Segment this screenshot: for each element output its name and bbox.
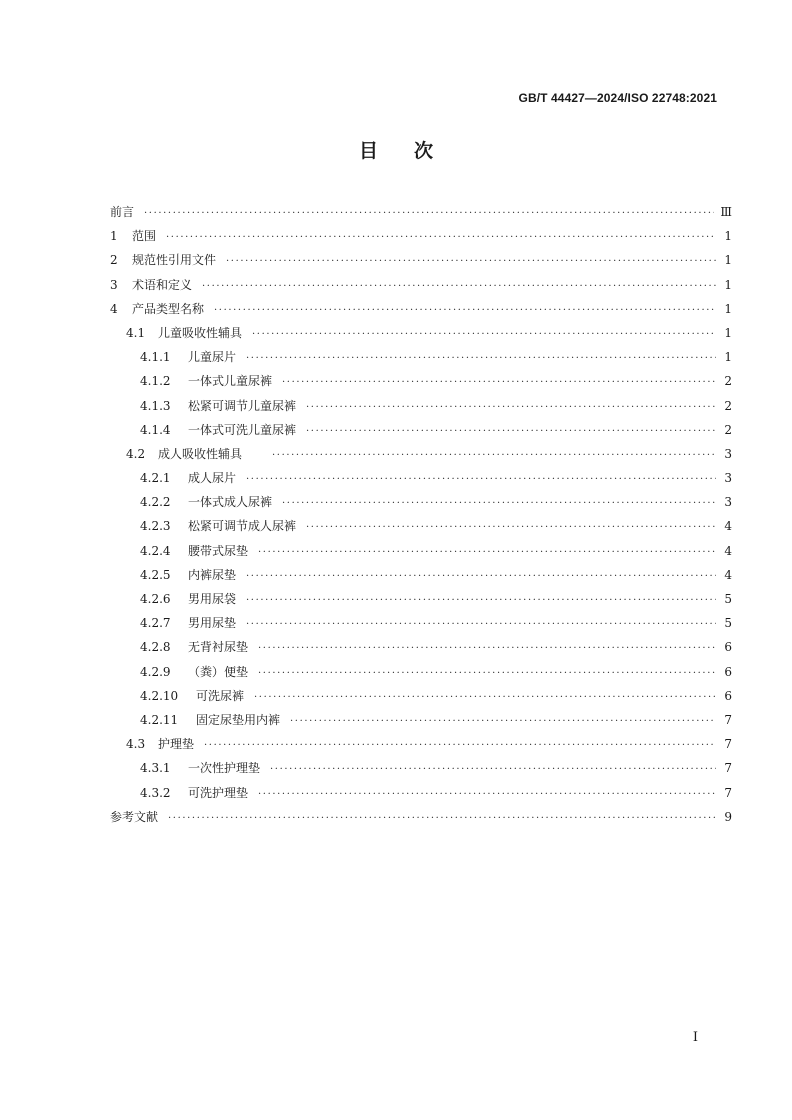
leader-dots bbox=[258, 637, 716, 661]
toc-entry[interactable] bbox=[110, 611, 732, 635]
toc-entry-page: 2 bbox=[724, 398, 732, 413]
toc-entry-number: 4.1.2 bbox=[140, 374, 171, 389]
leader-dots bbox=[306, 396, 716, 420]
toc-entry-number: 4.2.11 bbox=[140, 712, 179, 727]
toc-entry-page: 4 bbox=[724, 519, 732, 534]
toc-entry-label: （粪）便垫 bbox=[188, 664, 249, 679]
leader-dots bbox=[246, 589, 716, 613]
toc-entry-label: 术语和定义 bbox=[132, 277, 193, 292]
toc-entry-number: 4.1 bbox=[126, 325, 146, 340]
leader-dots bbox=[258, 662, 716, 686]
toc-entry-label: 成人吸收性辅具 bbox=[158, 446, 243, 461]
leader-dots bbox=[306, 516, 716, 540]
toc-entry[interactable] bbox=[110, 369, 732, 393]
toc-entry-label: 男用尿袋 bbox=[188, 592, 237, 606]
toc-entry-number: 4.1.4 bbox=[140, 422, 171, 437]
leader-dots bbox=[202, 275, 716, 299]
toc-entry-page: 2 bbox=[724, 374, 732, 389]
toc-entry-page: 3 bbox=[724, 495, 732, 510]
toc-entry-number: 4.2.2 bbox=[140, 495, 171, 510]
toc-entry[interactable] bbox=[110, 321, 732, 345]
leader-dots bbox=[252, 323, 716, 347]
toc-entry-number: 4.2.5 bbox=[140, 567, 171, 582]
toc-entry[interactable] bbox=[110, 442, 732, 466]
toc-entry-page: 3 bbox=[724, 471, 732, 486]
toc-entry-label: 无背衬尿垫 bbox=[188, 640, 249, 655]
leader-dots bbox=[306, 420, 716, 444]
toc-entry-number: 4.1.1 bbox=[140, 350, 171, 365]
toc-entry-number: 4.3 bbox=[126, 737, 146, 752]
toc-entry[interactable] bbox=[110, 248, 732, 272]
page-number: I bbox=[692, 1030, 698, 1045]
toc-entry-page: 1 bbox=[724, 325, 732, 340]
toc-entry-label: 产品类型名称 bbox=[132, 301, 205, 316]
toc-entry-label: 一体式儿童尿裤 bbox=[188, 374, 273, 389]
toc-entry-label: 一次性护理垫 bbox=[188, 761, 261, 776]
toc-entry[interactable] bbox=[110, 297, 732, 321]
toc-entry[interactable] bbox=[110, 514, 732, 538]
toc-entry-page: 7 bbox=[724, 785, 732, 800]
leader-dots bbox=[254, 686, 716, 710]
leader-dots bbox=[290, 710, 716, 734]
toc-entry[interactable] bbox=[110, 781, 732, 805]
toc-entry-number: 4.2.1 bbox=[140, 471, 171, 486]
toc-entry-label: 内裤尿垫 bbox=[188, 567, 237, 582]
toc-entry-label: 范围 bbox=[132, 229, 157, 244]
toc-entry[interactable] bbox=[110, 587, 732, 611]
leader-dots bbox=[272, 444, 716, 468]
leader-dots bbox=[246, 347, 716, 371]
toc-entry[interactable] bbox=[110, 466, 732, 490]
leader-dots bbox=[144, 202, 714, 226]
toc-entry-page: 1 bbox=[724, 253, 732, 268]
toc-entry-page: 7 bbox=[724, 737, 732, 752]
leader-dots bbox=[246, 468, 716, 492]
toc-entry-page: 6 bbox=[724, 688, 732, 703]
leader-dots bbox=[168, 807, 716, 831]
toc-title-char-1: 目 bbox=[358, 140, 378, 162]
toc-title bbox=[0, 136, 792, 163]
toc-entry-number: 4.2 bbox=[126, 446, 146, 461]
toc-entry-page: Ⅲ bbox=[720, 205, 732, 219]
toc-entry[interactable] bbox=[110, 539, 732, 563]
toc-entry[interactable] bbox=[110, 635, 732, 659]
toc-entry-label: 松紧可调节成人尿裤 bbox=[188, 519, 297, 534]
toc-entry-page: 1 bbox=[724, 301, 732, 316]
toc-entry-bibliography[interactable] bbox=[110, 805, 732, 829]
toc-entry-label: 一体式成人尿裤 bbox=[188, 495, 273, 510]
toc-entry-number: 3 bbox=[110, 277, 118, 292]
toc-title-char-2: 次 bbox=[414, 140, 434, 162]
toc-entry[interactable] bbox=[110, 224, 732, 248]
leader-dots bbox=[282, 492, 716, 516]
leader-dots bbox=[246, 613, 716, 637]
toc-entry-page: 1 bbox=[724, 350, 732, 365]
toc-entry-number: 4.2.6 bbox=[140, 592, 171, 606]
toc-entry-number: 4.1.3 bbox=[140, 398, 171, 413]
toc-entry-label: 可洗尿裤 bbox=[196, 688, 245, 703]
toc-entry-label: 规范性引用文件 bbox=[132, 253, 217, 268]
toc-entry[interactable] bbox=[110, 708, 732, 732]
leader-dots bbox=[258, 783, 716, 807]
toc-entry-label: 固定尿垫用内裤 bbox=[196, 712, 281, 727]
toc-entry[interactable] bbox=[110, 563, 732, 587]
toc-entry-label: 前言 bbox=[110, 205, 135, 219]
toc-entry-page: 4 bbox=[724, 567, 732, 582]
leader-dots bbox=[226, 250, 716, 274]
leader-dots bbox=[246, 565, 716, 589]
toc-entry-label: 一体式可洗儿童尿裤 bbox=[188, 422, 297, 437]
toc-entry[interactable] bbox=[110, 273, 732, 297]
toc-entry-number: 4 bbox=[110, 301, 118, 316]
toc-entry-label: 儿童尿片 bbox=[188, 350, 237, 365]
toc-entry-page: 6 bbox=[724, 664, 732, 679]
toc-entry[interactable] bbox=[110, 490, 732, 514]
leader-dots bbox=[282, 371, 716, 395]
toc-entry-page: 5 bbox=[724, 592, 732, 606]
leader-dots bbox=[258, 541, 716, 565]
toc-entry-number: 4.2.10 bbox=[140, 688, 179, 703]
toc-entry-label: 参考文献 bbox=[110, 809, 159, 824]
leader-dots bbox=[204, 734, 716, 758]
toc-entry-number: 4.3.1 bbox=[140, 761, 171, 776]
toc-entry-page: 3 bbox=[724, 446, 732, 461]
toc-entry-number: 4.2.3 bbox=[140, 519, 171, 534]
toc-entry-number: 1 bbox=[110, 229, 118, 244]
toc-entry-label: 男用尿垫 bbox=[188, 616, 237, 631]
toc-entry-number: 4.3.2 bbox=[140, 785, 171, 800]
toc-entry[interactable] bbox=[110, 418, 732, 442]
toc-entry-number: 4.2.7 bbox=[140, 616, 171, 631]
toc-entry-page: 9 bbox=[724, 809, 732, 824]
toc-entry-page: 1 bbox=[724, 277, 732, 292]
toc-entry-page: 2 bbox=[724, 422, 732, 437]
toc-entry-page: 7 bbox=[724, 761, 732, 776]
toc-entry-page: 4 bbox=[724, 543, 732, 558]
toc-entry-page: 1 bbox=[724, 229, 732, 244]
leader-dots bbox=[270, 758, 716, 782]
toc-list bbox=[110, 200, 732, 829]
toc-entry-number: 4.2.4 bbox=[140, 543, 171, 558]
toc-entry[interactable] bbox=[110, 756, 732, 780]
toc-entry[interactable] bbox=[110, 684, 732, 708]
toc-entry[interactable] bbox=[110, 660, 732, 684]
toc-entry[interactable] bbox=[110, 394, 732, 418]
toc-entry[interactable] bbox=[110, 345, 732, 369]
toc-entry-page: 5 bbox=[724, 616, 732, 631]
toc-entry-number: 4.2.9 bbox=[140, 664, 171, 679]
toc-entry-number: 2 bbox=[110, 253, 118, 268]
toc-entry-label: 儿童吸收性辅具 bbox=[158, 325, 243, 340]
toc-entry-label: 松紧可调节儿童尿裤 bbox=[188, 398, 297, 413]
toc-entry-number: 4.2.8 bbox=[140, 640, 171, 655]
leader-dots bbox=[166, 226, 716, 250]
leader-dots bbox=[214, 299, 716, 323]
standard-code: GB/T 44427—2024/ISO 22748:2021 bbox=[518, 91, 717, 105]
toc-entry-page: 6 bbox=[724, 640, 732, 655]
toc-entry-label: 可洗护理垫 bbox=[188, 785, 249, 800]
toc-entry[interactable] bbox=[110, 732, 732, 756]
toc-entry-label: 成人尿片 bbox=[188, 471, 237, 486]
toc-entry-foreword[interactable] bbox=[110, 200, 732, 224]
toc-entry-label: 腰带式尿垫 bbox=[188, 543, 249, 558]
toc-entry-page: 7 bbox=[724, 712, 732, 727]
toc-entry-label: 护理垫 bbox=[158, 737, 195, 752]
